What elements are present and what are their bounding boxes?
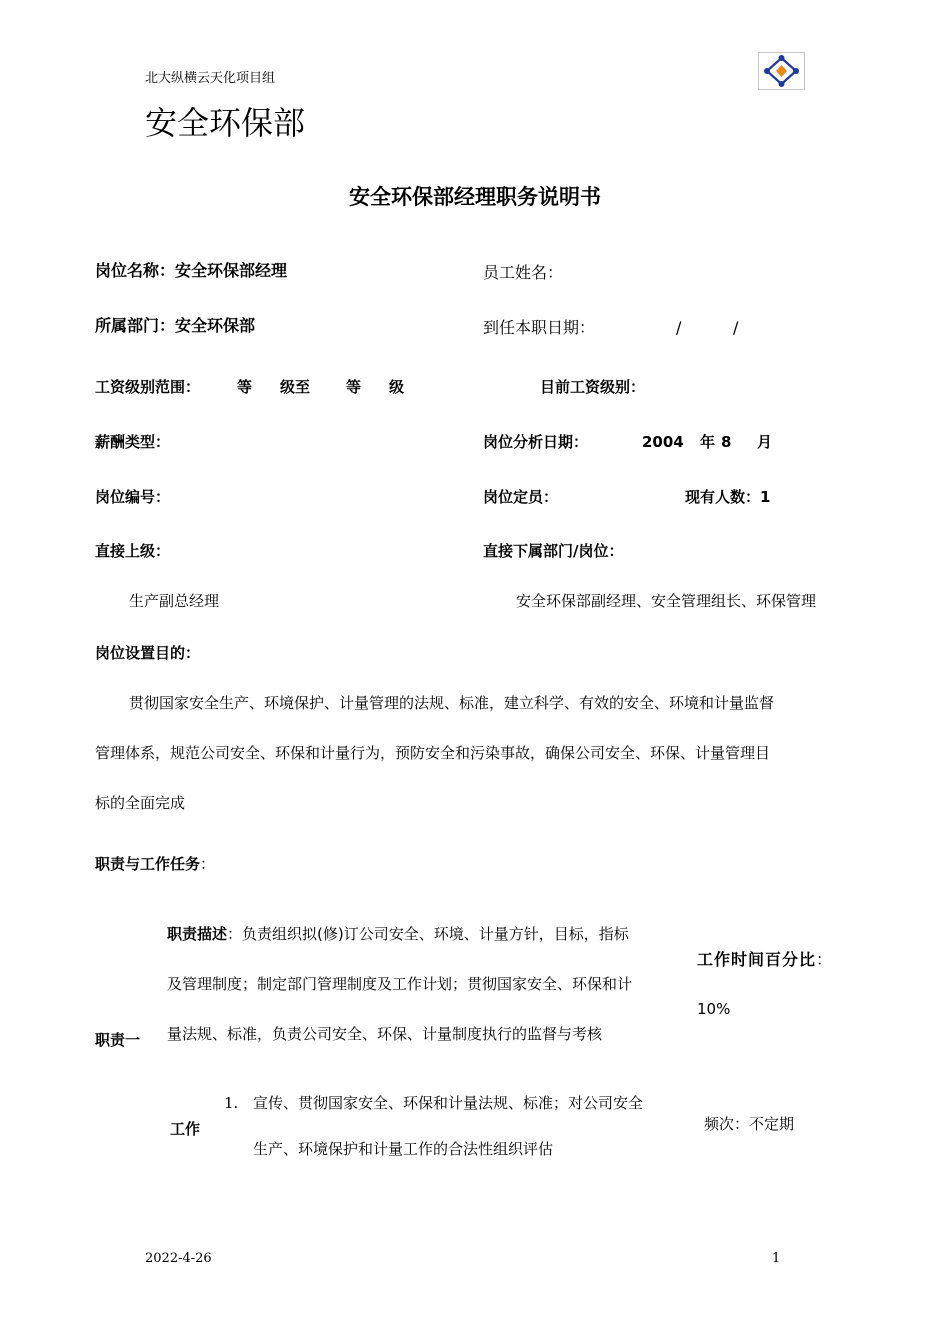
org-name: 北大纵横云天化项目组 xyxy=(145,71,276,86)
analysis-year-unit: 年 xyxy=(700,433,716,451)
purpose-line: 贯彻国家安全生产、环境保护、计量管理的法规、标准，建立科学、有效的安全、环境和计量监督 xyxy=(129,694,775,712)
footer-date: 2022-4-26 xyxy=(145,1251,212,1266)
task-line: 宣传、贯彻国家安全、环保和计量法规、标准；对公司安全 xyxy=(253,1094,644,1112)
current-grade-label: 目前工资级别： xyxy=(540,378,646,396)
headcount-quota-label: 岗位定员： xyxy=(483,488,559,506)
salary-range-part: 等 xyxy=(237,378,253,396)
superior-label: 直接上级： xyxy=(95,542,171,560)
start-date-separator: / xyxy=(676,318,682,337)
duties-label: 职责与工作任务 xyxy=(95,855,201,873)
duty-desc-line xyxy=(167,927,629,942)
duty-label: 职责一 xyxy=(95,1031,141,1049)
time-percent-colon: ： xyxy=(816,950,833,969)
duty-desc-text: ：负责组织拟(修)订公司安全、环境、计量方针，目标，指标 xyxy=(227,925,629,943)
department-field: 所属部门：安全环保部 xyxy=(95,316,256,335)
salary-range-label: 工资级别范围： xyxy=(95,378,201,396)
duty-desc-line: 及管理制度；制定部门管理制度及工作计划；贯彻国家安全、环保和计 xyxy=(167,975,633,993)
analysis-month-unit: 月 xyxy=(757,433,773,451)
task-line: 生产、环境保护和计量工作的合法性组织评估 xyxy=(253,1140,554,1158)
task-number: 1. xyxy=(224,1094,239,1112)
purpose-line: 标的全面完成 xyxy=(95,794,186,812)
time-percent-label: 工作时间百分比 xyxy=(697,950,817,969)
salary-range-part: 级至 xyxy=(280,378,311,396)
analysis-year: 2004 xyxy=(642,433,684,451)
subordinate-label: 直接下属部门/岗位： xyxy=(483,542,624,560)
duties-heading xyxy=(95,857,215,872)
employee-name-label: 员工姓名： xyxy=(483,263,564,282)
analysis-date-label: 岗位分析日期： xyxy=(483,433,589,451)
company-logo xyxy=(758,52,805,90)
task-frequency: 频次：不定期 xyxy=(704,1115,795,1133)
superior-value: 生产副总经理 xyxy=(129,592,220,610)
department-header: 安全环保部 xyxy=(145,104,306,142)
analysis-month: 8 xyxy=(721,433,732,451)
current-headcount: 现有人数：1 xyxy=(685,488,771,506)
subordinate-value: 安全环保部副经理、安全管理组长、环保管理 xyxy=(516,592,817,610)
duty-desc-line: 量法规、标准，负责公司安全、环保、计量制度执行的监督与考核 xyxy=(167,1025,603,1043)
time-percent-heading xyxy=(697,952,832,968)
start-date-separator: / xyxy=(733,318,739,337)
task-label: 工作 xyxy=(170,1120,201,1138)
purpose-label: 岗位设置目的： xyxy=(95,644,201,662)
position-name: 岗位名称：安全环保部经理 xyxy=(95,261,288,280)
page-title: 安全环保部经理职务说明书 xyxy=(349,185,601,209)
purpose-line: 管理体系，规范公司安全、环保和计量行为，预防安全和污染事故，确保公司安全、环保、计量管理目 xyxy=(95,744,771,762)
time-percent-value: 10% xyxy=(697,1000,731,1018)
duty-desc-label: 职责描述 xyxy=(167,925,228,943)
start-date-label: 到任本职日期： xyxy=(483,318,596,337)
duties-colon: ： xyxy=(200,855,216,873)
salary-range-part: 级 xyxy=(389,378,405,396)
page-number: 1 xyxy=(772,1251,781,1266)
pay-type-label: 薪酬类型： xyxy=(95,433,171,451)
salary-range-part: 等 xyxy=(346,378,362,396)
position-code-label: 岗位编号： xyxy=(95,488,171,506)
logo-diamond-icon xyxy=(759,53,804,89)
